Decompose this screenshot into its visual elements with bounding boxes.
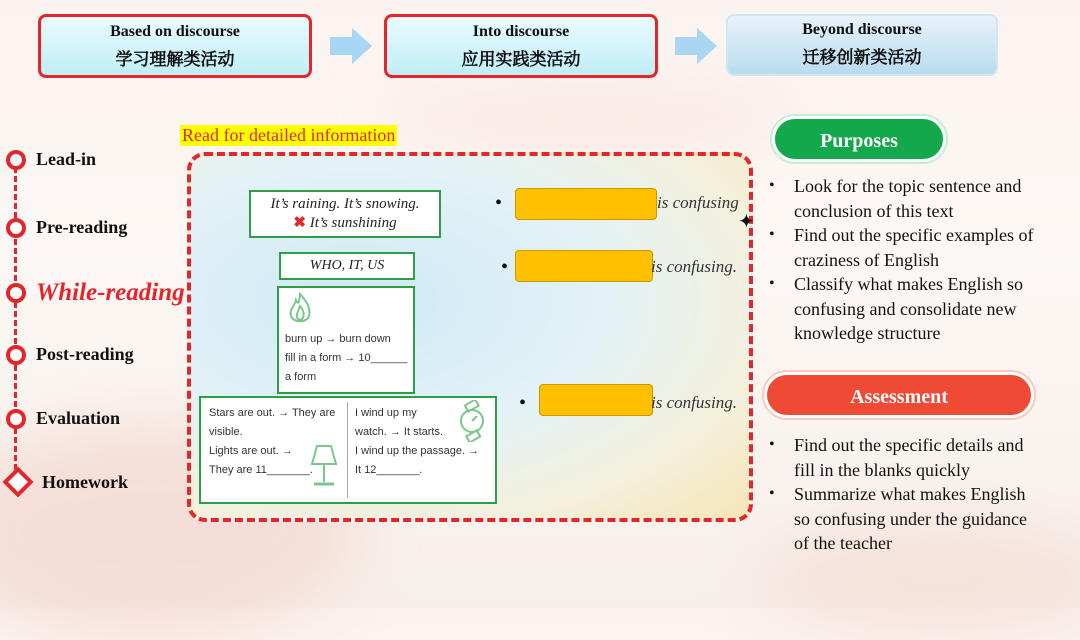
example-line: fill in a form → 10______ — [285, 352, 408, 364]
sparkle-icon: ✦ — [738, 211, 755, 233]
watch-icon — [455, 400, 489, 442]
stage-title-en: Into discourse — [472, 23, 570, 40]
stage-learning-understanding — [38, 14, 312, 78]
answer-blank-1[interactable] — [515, 188, 657, 220]
answer-blank-2[interactable] — [515, 250, 653, 282]
answer-blank-3[interactable] — [539, 384, 653, 416]
circle-marker-icon — [6, 409, 26, 429]
example-box-stars-wind — [199, 396, 497, 504]
bullet-point: • — [501, 256, 509, 278]
purpose-item: • Look for the topic sentence and conclusion of this text — [767, 174, 1067, 223]
confusing-text: is confusing. — [651, 257, 737, 276]
confusing-text: is confusing — [657, 193, 739, 212]
example-lines — [285, 330, 407, 387]
circle-marker-icon — [6, 150, 26, 170]
stage-transfer-innovation — [726, 14, 998, 76]
purposes-badge: Purposes — [772, 116, 946, 162]
task-heading: Read for detailed information — [182, 125, 396, 145]
circle-marker-icon — [6, 345, 26, 365]
assessment-list — [767, 433, 1027, 556]
example-line: visible. — [209, 426, 243, 438]
timeline-dashed-line — [14, 158, 17, 488]
example-box-pronouns — [279, 252, 415, 280]
example-line: I wind up the passage. → — [355, 445, 480, 457]
diamond-marker-icon — [2, 466, 33, 497]
stage-title-en: Beyond discourse — [802, 21, 922, 38]
timeline-step-label: Homework — [42, 471, 128, 492]
example-line: a form — [285, 371, 317, 383]
reading-panel — [187, 152, 753, 522]
example-text: It’s sunshining — [309, 215, 397, 231]
timeline-step-label-active: While-reading — [36, 279, 185, 306]
example-line: watch. → It starts. — [355, 426, 444, 438]
example-line: They are 11_______. — [209, 464, 313, 476]
timeline-step-while-reading[interactable] — [6, 279, 185, 307]
stage-title-zh: 学习理解类活动 — [115, 50, 235, 70]
confusing-text: is confusing. — [651, 393, 737, 412]
timeline-step-post-reading[interactable] — [6, 344, 134, 365]
example-line: I wind up my — [355, 407, 417, 419]
timeline-step-pre-reading[interactable] — [6, 217, 127, 238]
circle-marker-icon — [6, 218, 26, 238]
column-divider — [347, 402, 348, 498]
stage-application-practice — [384, 14, 658, 78]
timeline-step-label: Post-reading — [36, 344, 134, 364]
fire-icon — [285, 292, 315, 326]
bullet-point: • — [495, 192, 503, 214]
cross-icon: ✖ — [293, 215, 306, 231]
purpose-item: • Classify what makes English so confusing and consolidate new knowledge structure — [767, 272, 1067, 346]
timeline-step-evaluation[interactable] — [6, 408, 120, 429]
timeline-step-label: Pre-reading — [36, 217, 128, 237]
example-text: WHO, IT, US — [309, 258, 385, 273]
purpose-item: • Find out the specific examples of craziness of English — [767, 223, 1067, 272]
example-box-burn — [277, 286, 415, 394]
assessment-item: • Summarize what makes English so confusing under the guidance of the teacher — [767, 482, 1027, 556]
stage-title-zh: 迁移创新类活动 — [802, 48, 922, 68]
timeline-step-label: Evaluation — [36, 408, 121, 428]
background-decoration — [380, 90, 800, 150]
example-line: burn up → burn down — [285, 333, 391, 345]
timeline-step-label: Lead-in — [36, 149, 97, 169]
example-text-crossed — [251, 213, 439, 232]
lamp-icon — [309, 444, 339, 488]
assessment-item: • Find out the specific details and fill in the blanks quickly — [767, 433, 1027, 482]
stage-title-zh: 应用实践类活动 — [461, 50, 581, 70]
example-line: Lights are out. → — [209, 445, 293, 457]
circle-marker-icon — [6, 283, 26, 303]
example-line: It 12_______. — [355, 464, 423, 476]
bullet-point: • — [519, 392, 527, 414]
example-box-weather — [249, 190, 441, 238]
timeline-step-lead-in[interactable] — [6, 149, 96, 170]
stage-title-en: Based on discourse — [110, 23, 240, 40]
assessment-badge: Assessment — [764, 372, 1034, 418]
example-line: Stars are out. → They are — [209, 407, 336, 419]
timeline-step-homework[interactable] — [6, 471, 128, 493]
example-text: It’s raining. It’s snowing. — [270, 196, 420, 212]
purposes-list — [767, 174, 1067, 346]
